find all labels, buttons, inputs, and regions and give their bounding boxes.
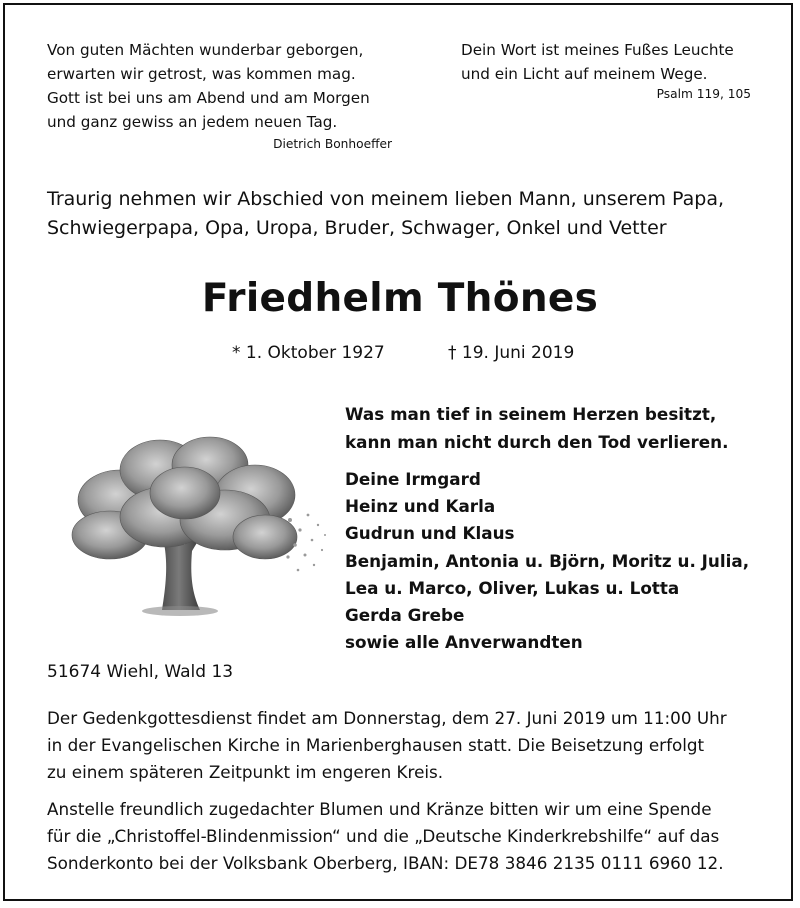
address: 51674 Wiehl, Wald 13 bbox=[47, 662, 234, 682]
intro-line: Schwiegerpapa, Opa, Uropa, Bruder, Schwager, Onkel und Vetter bbox=[47, 217, 667, 239]
psalm-quote bbox=[461, 38, 751, 104]
quote-line: Von guten Mächten wunderbar geborgen, bbox=[47, 41, 364, 59]
deceased-name: Friedhelm Thönes bbox=[201, 276, 599, 321]
service-line: in der Evangelischen Kirche in Marienberghausen statt. Die Beisetzung erfolgt bbox=[47, 735, 705, 756]
mourner: Gudrun und Klaus bbox=[345, 523, 515, 544]
donation-line: Anstelle freundlich zugedachter Blumen und Kränze bitten wir um eine Spende bbox=[47, 799, 712, 819]
life-dates bbox=[0, 338, 800, 368]
birth-date: * 1. Oktober 1927 bbox=[232, 343, 385, 363]
quote-source: Psalm 119, 105 bbox=[656, 87, 751, 101]
mourner: Deine Irmgard bbox=[345, 469, 481, 489]
donation-line: Sonderkonto bei der Volksbank Oberberg, IBAN: DE78 3846 2135 0111 6960 12. bbox=[47, 853, 724, 874]
quote-line: Dein Wort ist meines Fußes Leuchte bbox=[461, 41, 734, 59]
service-line: Der Gedenkgottesdienst findet am Donnerstag, dem 27. Juni 2019 um 11:00 Uhr bbox=[47, 708, 727, 728]
tree-icon bbox=[50, 425, 335, 620]
mourner: Gerda Grebe bbox=[345, 605, 465, 626]
mourners-list bbox=[345, 466, 785, 656]
quote-author: Dietrich Bonhoeffer bbox=[273, 137, 392, 151]
bonhoeffer-quote bbox=[47, 38, 392, 154]
quote-line: erwarten wir getrost, was kommen mag. bbox=[47, 65, 356, 83]
poem-line: Was man tief in seinem Herzen besitzt, bbox=[345, 404, 717, 424]
donation-line: für die „Christoffel-Blindenmission“ und die „Deutsche Kinderkrebshilfe“ auf das bbox=[47, 826, 720, 847]
mourner: Lea u. Marco, Oliver, Lukas u. Lotta bbox=[345, 577, 680, 598]
service-line: zu einem späteren Zeitpunkt im engeren Kreis. bbox=[47, 762, 444, 783]
quote-line: und ganz gewiss an jedem neuen Tag. bbox=[47, 113, 338, 131]
death-date: † 19. Juni 2019 bbox=[448, 343, 575, 363]
intro-line: Traurig nehmen wir Abschied von meinem lieben Mann, unserem Papa, bbox=[47, 188, 725, 210]
mourner: Heinz und Karla bbox=[345, 496, 496, 517]
service-info bbox=[47, 705, 767, 787]
quote-line: und ein Licht auf meinem Wege. bbox=[461, 65, 708, 83]
mourner: sowie alle Anverwandten bbox=[345, 632, 583, 653]
mourner: Benjamin, Antonia u. Björn, Moritz u. Julia, bbox=[345, 550, 750, 571]
intro-text bbox=[47, 185, 767, 243]
donation-info bbox=[47, 796, 767, 878]
poem bbox=[345, 400, 785, 456]
quote-line: Gott ist bei uns am Abend und am Morgen bbox=[47, 89, 370, 107]
poem-line: kann man nicht durch den Tod verlieren. bbox=[345, 432, 729, 452]
